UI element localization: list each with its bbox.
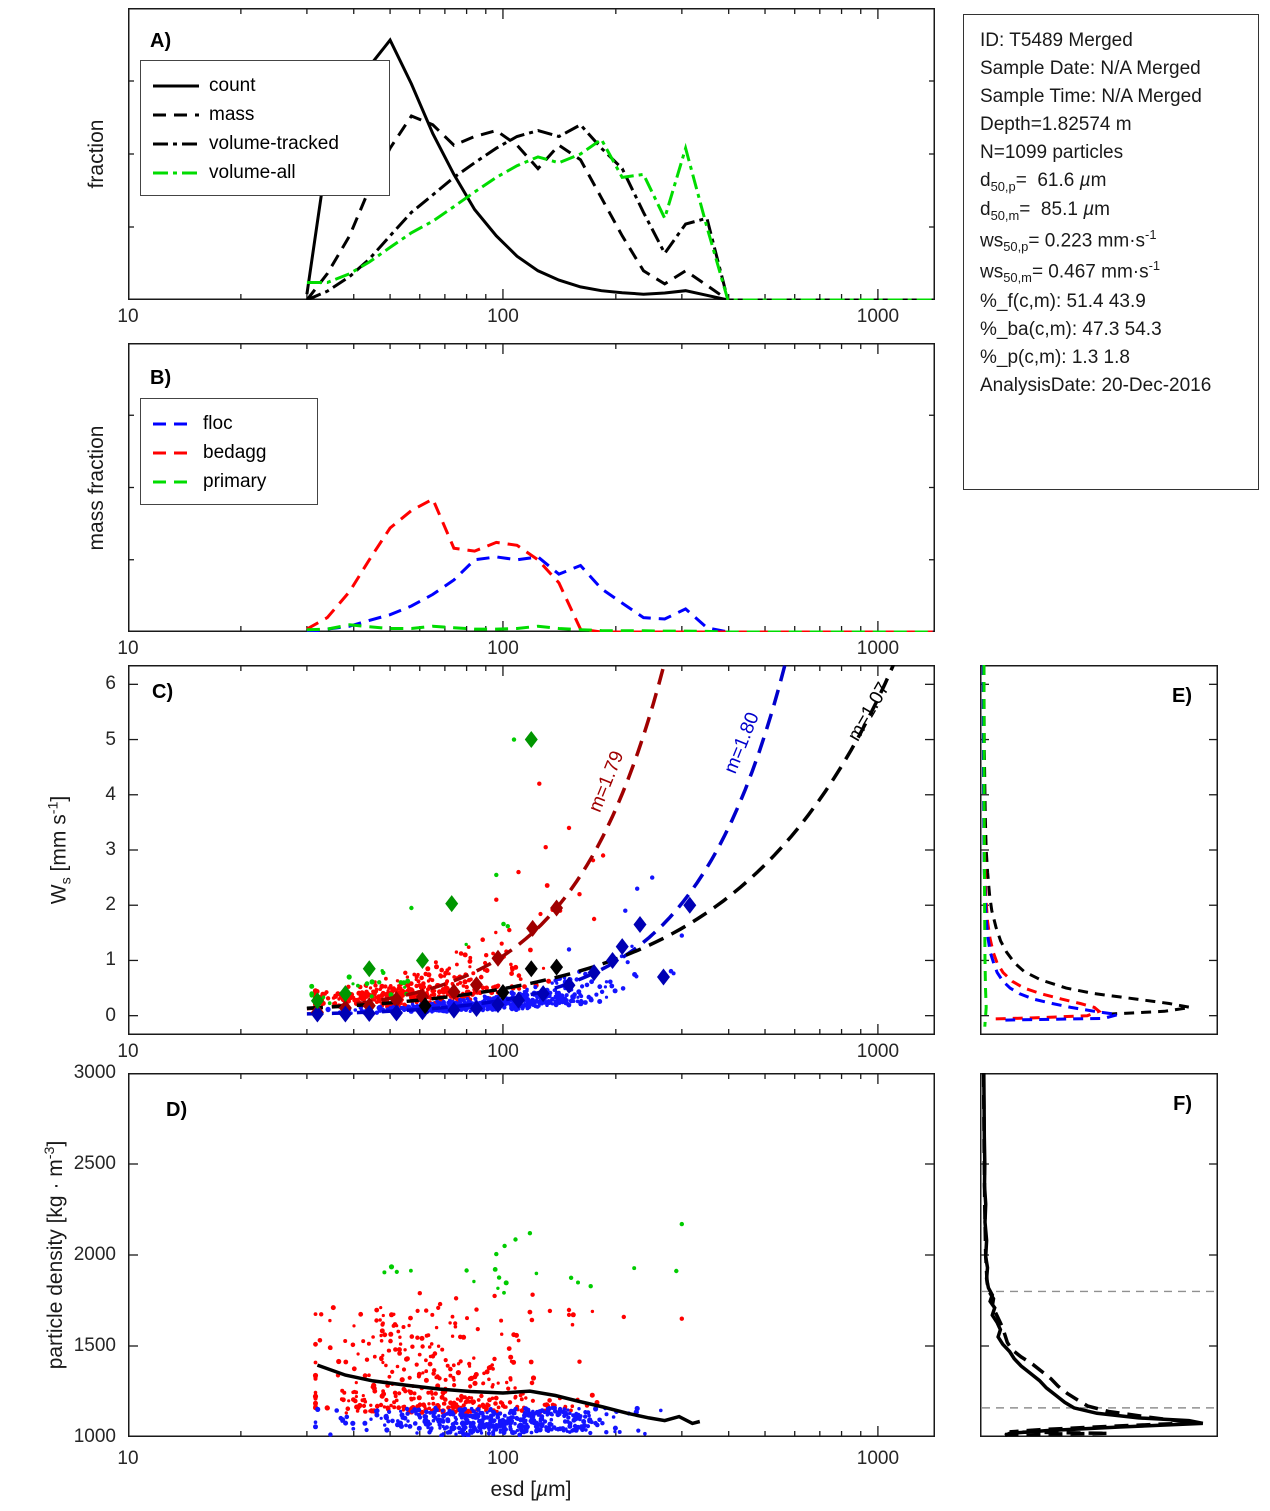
- y-tick-label: 2: [105, 894, 116, 916]
- info-line: %_f(c,m): 51.4 43.9: [980, 291, 1146, 313]
- profile-bedagg: [983, 665, 1099, 1019]
- info-line: Sample Date: N/A Merged: [980, 57, 1201, 79]
- info-line: Depth=1.82574 m: [980, 113, 1132, 135]
- profile-primary: [984, 665, 986, 1027]
- axes-box: [981, 1074, 1218, 1437]
- legend-item-floc: [153, 409, 303, 438]
- legend-line-sample: [153, 448, 193, 458]
- fit-label: m=1.07: [843, 679, 895, 745]
- legend-label: volume-all: [209, 161, 296, 183]
- xlabel-esd: esd [µm]: [490, 1478, 572, 1501]
- info-line: N=1099 particles: [980, 141, 1124, 163]
- legend-item-primary: [153, 467, 303, 496]
- y-tick-label: 1500: [73, 1335, 116, 1356]
- y-tick-label: 2000: [73, 1244, 116, 1265]
- series-volume-all: [307, 139, 933, 300]
- x-ticks: [241, 1074, 878, 1436]
- y-tick-label: 1: [105, 949, 116, 971]
- axes-box: [981, 666, 1218, 1035]
- diamonds-primary: [311, 731, 538, 1009]
- x-tick-label: 1000: [856, 1448, 900, 1469]
- y-tick-label: 5: [105, 728, 116, 750]
- series-volume-tracked: [307, 125, 933, 300]
- y-tick-label: 2500: [73, 1153, 116, 1174]
- y-tick-label: 3: [105, 839, 116, 860]
- y-tick-label: 0: [105, 1004, 116, 1026]
- series-floc: [307, 557, 933, 632]
- fit-line-m=1.80: [307, 665, 787, 1014]
- legend-line-sample: [153, 110, 199, 120]
- legend-line-sample: [153, 419, 193, 429]
- legend-item-volume-tracked: [153, 129, 375, 158]
- panel-d-particle-density: [128, 1073, 935, 1437]
- y-tick-label: 4: [105, 783, 116, 805]
- info-line: $d_{50,m}= 85.1$ µm: [980, 199, 1110, 224]
- legend-panel-b: [140, 398, 318, 505]
- legend-item-volume-all: [153, 158, 375, 187]
- info-line: ID: T5489 Merged: [980, 30, 1133, 51]
- y-tick-label: 6: [105, 673, 116, 695]
- profile-count: [984, 1073, 1203, 1436]
- legend-label: mass: [209, 103, 255, 125]
- ylabel-settling-velocity: $W_s$ [mm $s^{-1}$]: [45, 795, 75, 905]
- x-tick-label: 10: [117, 306, 139, 327]
- legend-line-sample: [153, 477, 193, 487]
- panel-f-label: F): [1173, 1093, 1192, 1115]
- panel-a-size-distribution: [128, 8, 935, 300]
- panel-b-label: B): [150, 367, 172, 389]
- series-mass: [307, 116, 933, 300]
- panel-c-label: C): [152, 681, 174, 703]
- info-line: %_ba(c,m): 47.3 54.3: [980, 319, 1162, 341]
- x-tick-label: 100: [487, 638, 519, 659]
- x-tick-label: 10: [117, 1041, 139, 1062]
- legend-line-sample: [153, 168, 199, 178]
- panel-c-plot: [128, 665, 935, 1035]
- series-bedagg: [307, 499, 933, 632]
- ylabel-mass-fraction: mass fraction: [85, 425, 108, 551]
- x-tick-label: 10: [117, 638, 139, 659]
- legend-label: volume-tracked: [209, 132, 339, 154]
- info-line: $ws_{50,p}= 0.223$ $mm\cdot s^{-1}$: [980, 227, 1157, 255]
- legend-label: bedagg: [203, 441, 267, 463]
- scatter-bedagg: [313, 1291, 684, 1415]
- x-tick-label: 1000: [856, 638, 900, 659]
- axes-box: [129, 666, 935, 1035]
- legend-line-sample: [153, 81, 199, 91]
- panel-d-label: D): [166, 1099, 188, 1121]
- panel-f-plot: [980, 1073, 1218, 1437]
- legend-label: count: [209, 74, 256, 96]
- sample-info-box: [963, 14, 1259, 490]
- panel-a-label: A): [150, 30, 172, 52]
- ylabel-fraction: fraction: [85, 119, 108, 189]
- panel-c-settling-velocity: [128, 665, 935, 1035]
- fit-label: m=1.80: [720, 709, 764, 777]
- info-line: $ws_{50,m}= 0.467$ $mm\cdot s^{-1}$: [980, 258, 1161, 286]
- profile-all: [984, 665, 1190, 1014]
- panel-e-plot: [980, 665, 1218, 1035]
- legend-label: floc: [203, 412, 233, 434]
- legend-item-mass: [153, 100, 375, 129]
- profile-floc: [983, 665, 1117, 1020]
- legend-item-bedagg: [153, 438, 303, 467]
- panel-e-ws-histogram: [980, 665, 1218, 1035]
- legend-panel-a: [140, 60, 390, 196]
- panel-e-label: E): [1172, 685, 1192, 707]
- x-tick-label: 10: [117, 1448, 139, 1469]
- info-line: $d_{50,p}= 61.6$ µm: [980, 169, 1107, 194]
- x-tick-label: 1000: [856, 1041, 900, 1062]
- info-line: Sample Time: N/A Merged: [980, 85, 1202, 107]
- x-tick-label: 100: [487, 1448, 519, 1469]
- fit-label: m=1.79: [584, 748, 629, 816]
- scatter-primary: [382, 1222, 684, 1295]
- profile-mass: [984, 1073, 1194, 1435]
- legend-item-count: [153, 71, 375, 100]
- legend-line-sample: [153, 139, 199, 149]
- y-ticks: [981, 1164, 1217, 1346]
- x-tick-label: 100: [487, 306, 519, 327]
- y-tick-label: 3000: [73, 1062, 116, 1083]
- y-tick-label: 1000: [73, 1426, 116, 1447]
- legend-label: primary: [203, 470, 267, 492]
- info-line: AnalysisDate: 20-Dec-2016: [980, 375, 1212, 397]
- ylabel-particle-density: particle density $[kg \cdot m^{-3}]$: [42, 1140, 67, 1370]
- panel-d-plot: [128, 1073, 935, 1437]
- info-line: %_p(c,m): 1.3 1.8: [980, 347, 1130, 369]
- series-count: [307, 40, 933, 300]
- x-ticks: [241, 344, 878, 631]
- panel-b-mass-fraction: [128, 343, 935, 632]
- x-tick-label: 1000: [856, 306, 900, 327]
- panel-f-density-histogram: [980, 1073, 1218, 1437]
- x-tick-label: 100: [487, 1041, 519, 1062]
